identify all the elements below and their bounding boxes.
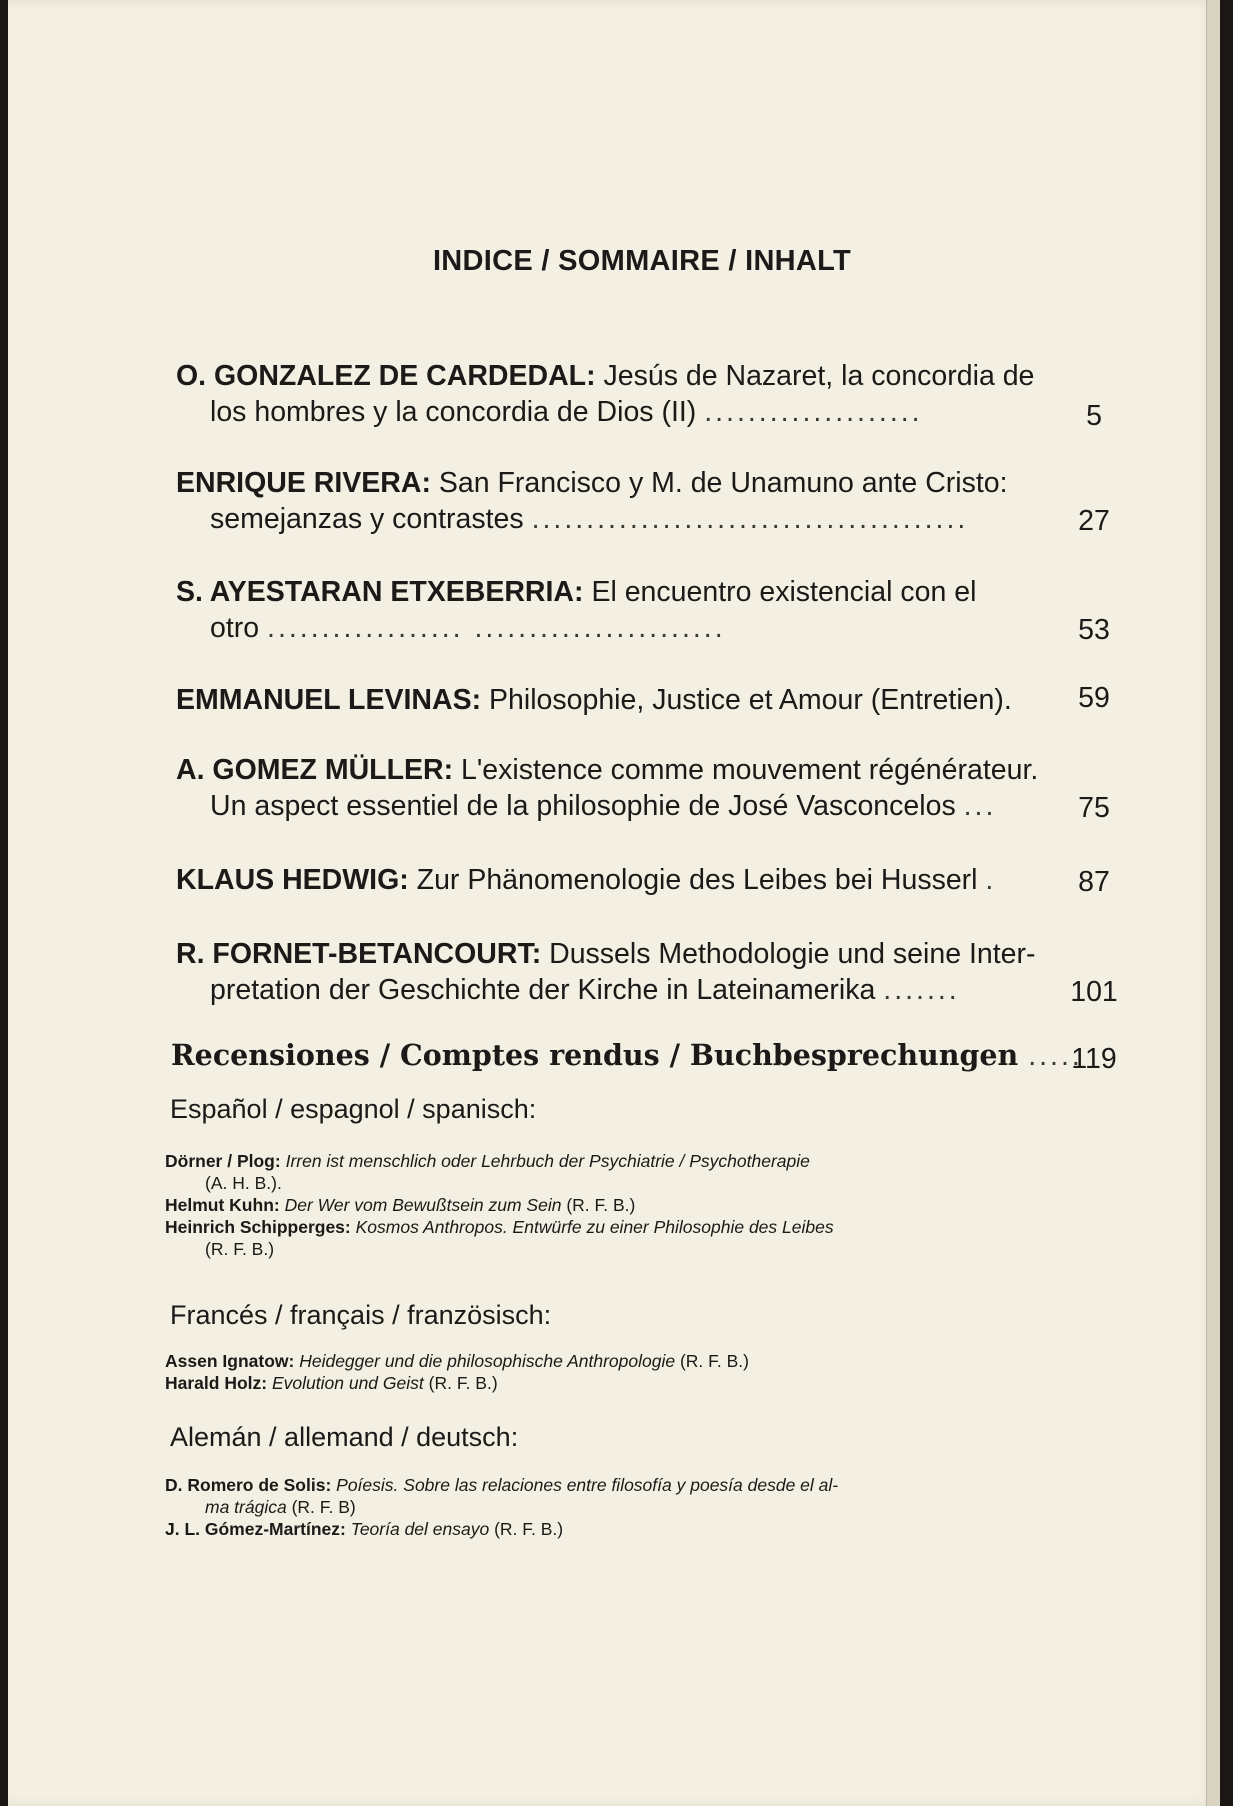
entry-title: El encuentro existencial con el: [591, 576, 977, 608]
entry-author: R. FORNET-BETANCOURT:: [176, 938, 542, 970]
toc-entry: [176, 752, 1039, 824]
review-reviewer: (R. F. B.): [566, 1195, 636, 1215]
section-language: Francés / français / französisch:: [170, 1300, 552, 1330]
entry-title-cont: los hombres y la concordia de Dios (II): [210, 396, 697, 428]
book-page: [8, 0, 1220, 1806]
review-author: D. Romero de Solis:: [165, 1475, 332, 1495]
leader-dots: .: [985, 864, 997, 896]
review-list: [165, 1350, 1015, 1394]
review-item: [165, 1518, 1015, 1540]
review-list: [165, 1474, 1015, 1540]
page-title: INDICE / SOMMAIRE / INHALT: [432, 245, 852, 277]
toc-entry: [176, 862, 1016, 898]
review-item: [165, 1372, 1015, 1394]
review-reviewer: (R. F. B.): [494, 1519, 564, 1539]
review-title: Evolution und Geist: [271, 1373, 424, 1393]
entry-title: Dussels Methodologie und seine Inter-: [549, 938, 1036, 970]
leader-dots: ....................: [704, 396, 923, 428]
review-author: Heinrich Schipperges:: [165, 1217, 351, 1237]
review-item: [165, 1474, 1015, 1496]
entry-title-cont: semejanzas y contrastes: [210, 503, 524, 535]
entry-author: ENRIQUE RIVERA:: [176, 467, 431, 499]
review-item: [165, 1194, 1015, 1216]
reviews-heading: [171, 1038, 1083, 1073]
toc-entry: [176, 465, 1016, 537]
page-number: 5: [1086, 400, 1102, 432]
review-author: Dörner / Plog:: [165, 1151, 281, 1171]
toc-entry: [176, 574, 1016, 646]
review-reviewer: (A. H. B.).: [205, 1173, 282, 1193]
review-author: J. L. Gómez-Martínez:: [165, 1519, 346, 1539]
entry-author: KLAUS HEDWIG:: [176, 864, 409, 896]
section-language: Español / espagnol / spanisch:: [170, 1094, 537, 1124]
review-reviewer: (R. F. B.): [205, 1239, 275, 1259]
review-item: [165, 1216, 1015, 1238]
review-title: Irren ist menschlich oder Lehrbuch der Psychiatrie / Psychotherapie: [285, 1151, 810, 1171]
review-title: Poíesis. Sobre las relaciones entre filosofía y poesía desde el al-: [336, 1475, 839, 1495]
review-title: Der Wer vom Bewußtsein zum Sein: [284, 1195, 562, 1215]
page-number: 27: [1078, 505, 1110, 537]
entry-title-cont: pretation der Geschichte der Kirche in Lateinamerika: [210, 974, 876, 1006]
entry-title: San Francisco y M. de Unamuno ante Cristo:: [438, 467, 1008, 499]
toc-entry: [176, 358, 1035, 430]
review-title: Heidegger und die philosophische Anthropologie: [299, 1351, 676, 1371]
entry-title: Jesús de Nazaret, la concordia de: [603, 360, 1035, 392]
page-number: 101: [1070, 976, 1118, 1008]
entry-author: A. GOMEZ MÜLLER:: [176, 754, 454, 786]
entry-title-cont: otro: [210, 612, 260, 644]
leader-dots: .....: [1028, 1040, 1083, 1072]
entry-title: L'existence comme mouvement régénérateur.: [460, 754, 1039, 786]
page-number: 75: [1078, 792, 1110, 824]
reviews-heading-label: Recensiones / Comptes rendus / Buchbesprechungen: [171, 1038, 1019, 1072]
review-reviewer: (R. F. B): [291, 1497, 356, 1517]
entry-author: S. AYESTARAN ETXEBERRIA:: [176, 576, 584, 608]
review-item: [165, 1350, 1015, 1372]
review-reviewer: (R. F. B.): [679, 1351, 749, 1371]
review-item: [165, 1150, 1015, 1172]
page-number: 53: [1078, 614, 1110, 646]
review-title-cont: ma trágica: [205, 1497, 287, 1517]
review-title: Kosmos Anthropos. Entwürfe zu einer Philosophie des Leibes: [355, 1217, 834, 1237]
review-author: Helmut Kuhn:: [165, 1195, 280, 1215]
leader-dots: ........................................: [531, 503, 969, 535]
page-number: 119: [1071, 1043, 1117, 1075]
entry-title: Zur Phänomenologie des Leibes bei Husserl: [416, 864, 978, 896]
entry-author: EMMANUEL LEVINAS:: [176, 684, 482, 716]
review-author: Harald Holz:: [165, 1373, 268, 1393]
page-number: 87: [1078, 866, 1110, 898]
leader-dots: .......: [883, 974, 960, 1006]
leader-dots: ...: [963, 790, 997, 822]
review-author: Assen Ignatow:: [165, 1351, 295, 1371]
page-number: 59: [1078, 682, 1110, 714]
review-title: Teoría del ensayo: [350, 1519, 490, 1539]
entry-author: O. GONZALEZ DE CARDEDAL:: [176, 360, 596, 392]
toc-entry: [176, 682, 1016, 718]
toc-entry: [176, 936, 1036, 1008]
section-language: Alemán / allemand / deutsch:: [170, 1422, 519, 1452]
review-reviewer: (R. F. B.): [428, 1373, 498, 1393]
entry-title-cont: Un aspect essentiel de la philosophie de José Vasconcelos: [210, 790, 956, 822]
entry-title: Philosophie, Justice et Amour (Entretien).: [489, 684, 1012, 716]
leader-dots: .................. .......................: [267, 612, 726, 644]
review-list: [165, 1150, 1015, 1260]
